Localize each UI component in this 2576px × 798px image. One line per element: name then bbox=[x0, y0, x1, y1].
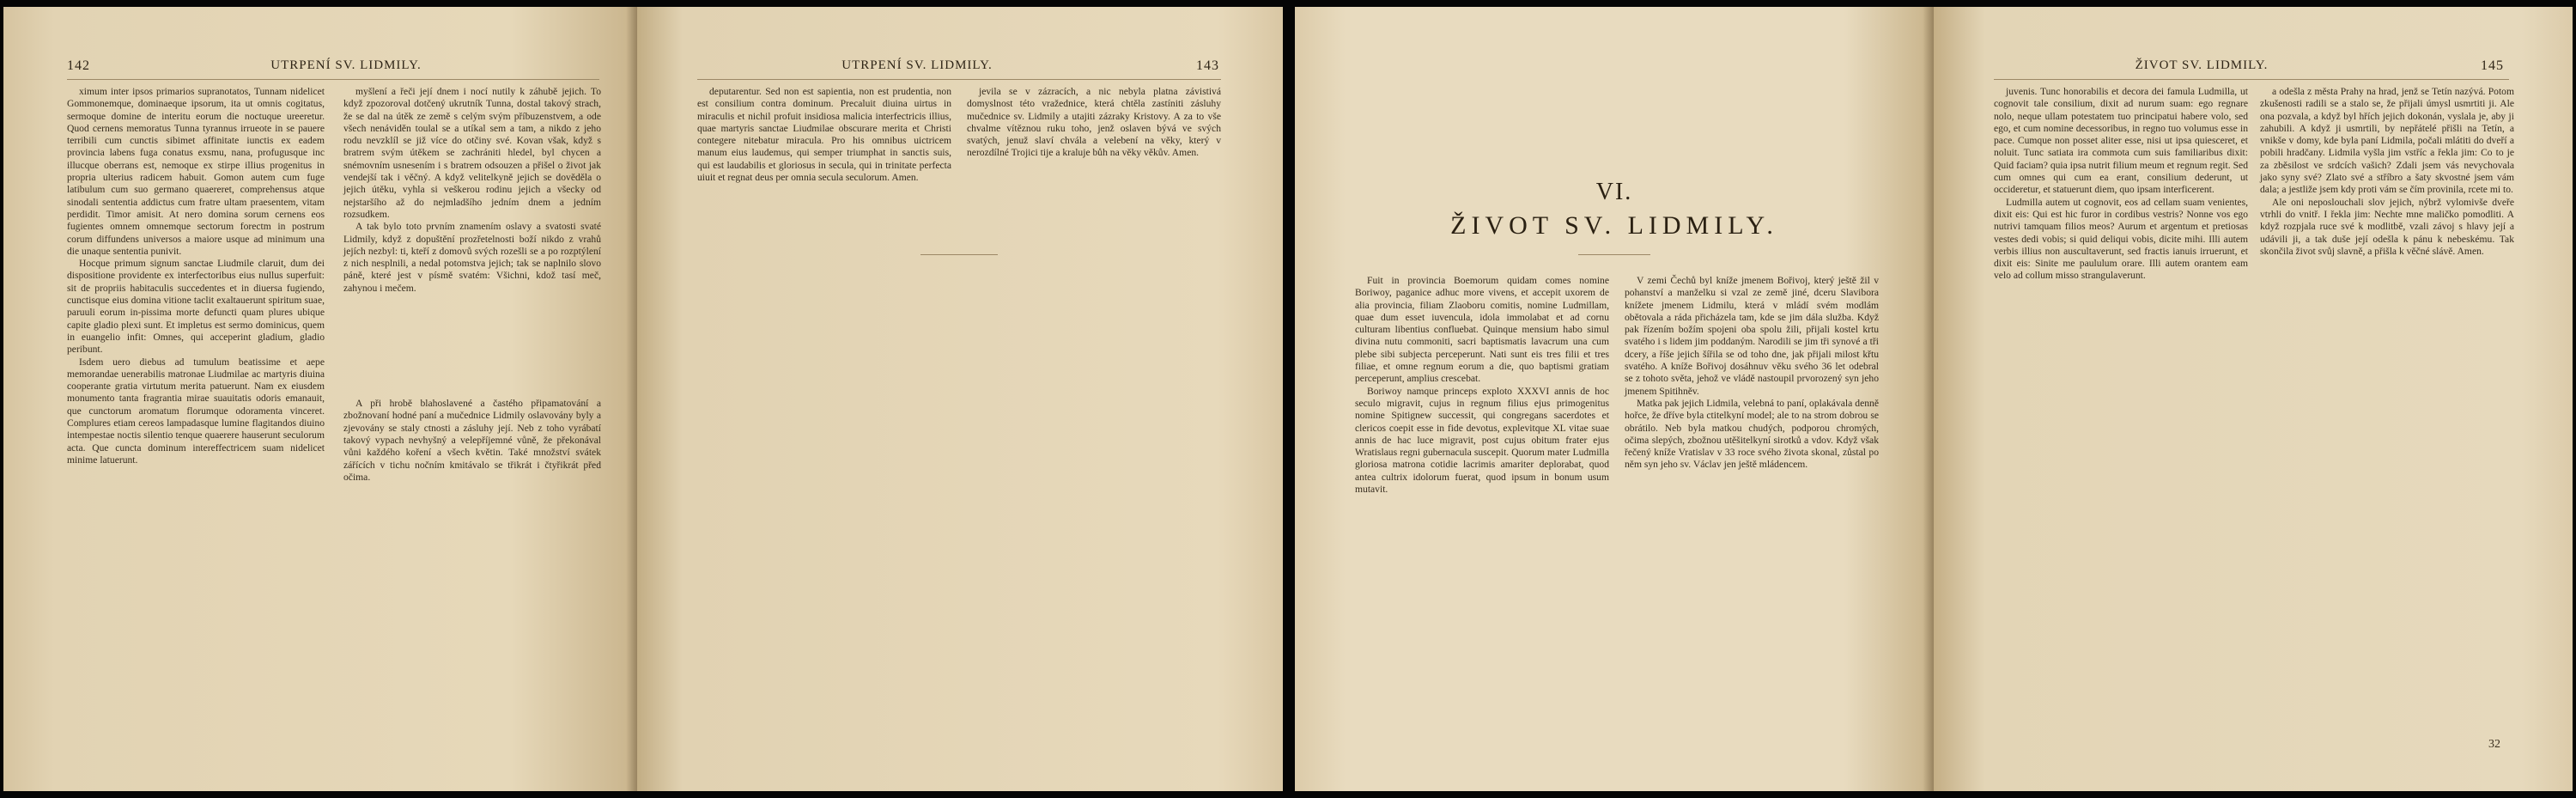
running-head-row bbox=[637, 58, 1283, 76]
paragraph: deputarentur. Sed non est sapientia, non est prudentia, non est consilium contra dominum. Precaluit diuina uirtus in miraculis et nichil profuit insidiosa malicia interfectricis illius, quae martyris sanctae Liudmilae obscurare merita et Christi contegere nitebatur miracula. Pro his omnibus uictricem manum eius laudemus, qui semper triumphat in sanctis suis, qui est laudabilis et gloriosus in secula, qui in trinitate perfecta uiuit et regnat deus per omnia secula seculorum. Amen. bbox=[697, 86, 951, 184]
paragraph: A tak bylo toto prvním znamením oslavy a svatosti svaté Lidmily, když z dopuštění prozřetelnosti boží nikdo z vrahů jejích nezbyl: ti, kteří z domovů svých rozešli se a po rozptýlení z nich nesplnili, a nedal potomstva jejich; tak se naplnilo slovo páně, které jest v písmě svatém: Všichni, kdož tasí meč, zahynou i mečem. bbox=[343, 221, 601, 294]
latin-column bbox=[697, 86, 951, 184]
header-rule bbox=[1994, 79, 2509, 80]
header-rule bbox=[67, 79, 599, 80]
paragraph: Boriwoy namque princeps exploto XXXVI annis de hoc seculo migravit, cujus in regnum filius ejus primogenitus nomine Spitignew successit, qui congregans sacerdotes et clericos coepit esse in fide devotus, explevitque XL vitae suae annis de hac luce migravit, post cujus obitum frater ejus Wratislaus regni gubernacula suscepit. Quorum mater Ludmilla gloriosa matrona cotidie lacrimis amariter deplorabat, quod antea cultrix idolorum fuerat, quod ipsum in bonum usum mutavit. bbox=[1355, 385, 1609, 496]
paragraph: a odešla z města Prahy na hrad, jenž se Tetín nazývá. Potom zkušenosti radili se a stalo se, že přijali úmysl usmrtiti ji. Ale ona pozvala, a když byl hřích jejich dokonán, vyslala je, aby ji zahubili. A když ji usmrtili, by nepřátelé přišli na Tetín, a vnikše v domy, kde byla paní Lidmila, počali mlátiti do dveří a pobili hradčany. Lidmila vyšla jim vstříc a řekla jim: Co to je za zběsilost ve srdcích vašich? Zdali jsem vás nevychovala jako syny své? Zlato své a stříbro a šaty skvostné jsem vám dala; a jestliže jsem kdy proti vám se čím provinila, rcete mi to. bbox=[2260, 86, 2514, 196]
paragraph: jevila se v zázracích, a nic nebyla platna závistivá domyslnost této vražednice, která chtěla zastíniti zásluhy mučednice sv. Lidmily a utajiti zázraky Kristovy. A za to vše chvalme vítěznou ruku toho, jenž oslaven bývá ve svých svatých, jenuž slaví chvála a velebení na věky, který v nerozdílné Trojici tije a kraluje bůh na věky věkův. Amen. bbox=[967, 86, 1221, 159]
paragraph: Isdem uero diebus ad tumulum beatissime et aepe memorandae uenerabilis matronae Liudmilae ac martyris diuina cooperante gratia virtutum merita patuerunt. Nam ex eiusdem monumento tanta fragrantia mirae suauitatis odoris emanauit, que cunctorum aromatum florumque odoramenta vinceret. Complures etiam cereos lampadasque lumine flagitandos diuino intempestae noctis silentio tenque quaerere hauserunt seculorum acta. Que cuncta dominum intereffectricem suam nidelicet minime latuerunt. bbox=[67, 356, 325, 466]
running-head: ŽIVOT SV. LIDMILY. bbox=[2135, 58, 2269, 72]
paragraph: myšlení a řeči její dnem i nocí nutily k záhubě jejich. To když zpozoroval dotčený ukrutník Tunna, dostal takový strach, že se dal na útěk ze země s celým svým příbuzenstvem, a ode všech nenáviděn toulal se a utíkal sem a tam, a nikdo z jeho rodu nevzklíl se již více do otčiny své. Kovan však, když s bratrem svým útěkem se zachrániti hledel, byl chycen a snémovním usnesením i s bratrem odsouzen a přišel o život jak vendejší tak i věčný. A když velitelkyně jejich se dověděla o jejich útěku, vyhla si veškerou rodinu jejich a všecky od nejstaršího až do nejmladšího jedním dnem a jedním rozsudkem. bbox=[343, 86, 601, 220]
paragraph: Ale oni neposlouchali slov jejich, nýbrž vylomivše dveře vtrhli do vnitř. I řekla jim: Nechte mne maličko pomodliti. A když rozpjala ruce své k modlitbě, vzali závoj s hlavy její a udávili ji, a tak duše její odešla k pánu k nebeskému. Tak skončila život svůj slavně, a přišla k věčné slávě. Amen. bbox=[2260, 196, 2514, 257]
signature-mark: 32 bbox=[2488, 738, 2500, 751]
paragraph: Ludmilla autem ut cognovit, eos ad cellam suam venientes, dixit eis: Qui est hic furor in cordibus vestris? Nonne vos ego nutrivi tamquam filios meos? Aurum et argentum et pretiosas vestes dedi vobis; si quid deliqui vobis, dicite mihi. Illi autem verbis illius non auscultaverunt, sed fractis ianuis irruerunt, et dixit eis: Sinite me paululum orare. Illi autem orantem eam velo ad collum misso strangulaverunt. bbox=[1994, 196, 2248, 282]
czech-column bbox=[967, 86, 1221, 160]
page-number: 145 bbox=[2481, 58, 2504, 73]
paragraph: Hocque primum signum sanctae Liudmile claruit, dum dei dispositione providente ex interfectoribus eius nullus superfuit: sit de propriis habitaculis succedentes et in diuersa fugiendo, cunctisque eius domina vitione taclit exaltauerunt spiritum suae, paruuli eorum in-pissima morte defuncti quam plures ubique capite gladio plexi sunt. Et impletus est sermo dominicus, quem in euangelio infit: Omnes, qui acceperint gladium, gladio peribunt. bbox=[67, 258, 325, 356]
czech-column bbox=[1625, 275, 1879, 472]
page-142 bbox=[3, 7, 637, 791]
end-rule bbox=[920, 254, 998, 255]
paragraph: V zemi Čechů byl kníže jmenem Bořivoj, který ještě žil v pohanství a manželku si vzal ze země jiné, dceru Slavibora knížete jmenem Lidmilu, která v mládí svém modlám obětovala a ráda přicházela tam, kde se jim dála služba. Když pak řízením božím spojeni oba spolu žili, přijali kostel krtu svatého i s lidem jim poddaným. Narodili se jim tři synové a tři dcery, a říše jejich šířila se od toho dne, jak přijali milost křtu svatého. A kníže Bořivoj dosáhnuv věku svého 36 let odebral se z tohoto světa, jehož ve vládě nastoupil prvorozený syn jeho jmenem Spitihněv. bbox=[1625, 275, 1879, 397]
paragraph: Fuit in provincia Boemorum quidam comes nomine Boriwoy, paganice adhuc more vivens, et accepit uxorem de alia provincia, filiam Zlaoboru comitis, nomine Ludmillam, quae dum esset iuvencula, idola immolabat et ad cornu culturam libentius confluebat. Quinque mensium habo simul divina nutu commoniti, sacri baptismatis lavacrum una cum plebe sibi subjecta perceperunt. Nati sunt eis tres filii et tres filiae, et omne regnum eorum a die, quo baptismi gratiam perceperunt, amplius crescebat. bbox=[1355, 275, 1609, 385]
running-head: UTRPENÍ SV. LIDMILY. bbox=[841, 58, 993, 72]
page-145 bbox=[1934, 7, 2573, 791]
czech-column bbox=[343, 86, 601, 484]
running-head: UTRPENÍ SV. LIDMILY. bbox=[270, 58, 422, 72]
paragraph: A při hrobě blahoslavené a častého připamatování a zbožnovaní hodné paní a mučednice Lidmily oslavovány byly a zjevovány se staly ctnosti a zásluhy její. Neb z toho vyrábatí takový vypach nevhyšný a velepříjemné vůně, že překonával vůni každého koření a všech květin. Také množství svátek zářících v tichu nočním kmitávalo se třikrát i čtyřikrát před očima. bbox=[343, 398, 601, 483]
paragraph: ximum inter ipsos primarios supranotatos, Tunnam nidelicet Gommonemque, dominaeque ipsorum, ita ut omnis cogitatus, sermoque domine de interitu eorum die noctuque ureeretur. Quod cernens memoratus Tunna tyrannus irrueote in se pauere terribili cum cunctis sibimet affinitate iunctis ex eadem provincia labens fuga conatus exsmu, nana, profugusque inc illucque oberrans est, nemoque ex stirpe illius progenitus in propria ulterius radicem habuit. Gomon autem cum fuge latibulum cum suo germano quaereret, comprehensus atque sinodali sententia addictus cum fratre ultam praesentem, vitam perdidit. Timor amisit. At nero domina sorum cernens eos fugientes omnem omnemque sectorum forectm in postrum corum diffundens universos a maiore usque ad minimum una die unaque sententia punivit. bbox=[67, 86, 325, 257]
page-143 bbox=[637, 7, 1283, 791]
chapter-title: ŽIVOT SV. LIDMILY. bbox=[1450, 211, 1778, 240]
title-rule bbox=[1578, 254, 1650, 255]
paragraph: Matka pak jejich Lidmila, velebná to paní, oplakávala denně hořce, že dříve byla ctitelkyní model; ale to na strom dobrou se obrátilo. Neb byla matkou chudých, podporou chromých, očima slepých, zbožnou utěšitelkyní sirotků a vdov. Když však řečený kníže Vratislav v 33 roce svého života skonal, zůstal po něm syn jeho sv. Václav jen ještě mládencem. bbox=[1625, 397, 1879, 471]
page-number: 142 bbox=[67, 58, 90, 73]
paragraph: juvenis. Tunc honorabilis et decora dei famula Ludmilla, ut cognovit tale consilium, dixit ad nurum suam: ego regnare nolo, neque ullam potestatem tuo principatui habere volo, sed ego, et cum nomine decessoribus, in regno tuo volumus esse in pace. Cumque non posset aliter esse, nisi ut ipsa quiesceret, et noluit. Tunc satiata ira commota cum suis familiaribus dixit: Quid faciam? quia ipsa nutrit filium meum et regnum regit. Sed cum omnes qui cum ea erant, consilium dederunt, ut occideretur, et statuerunt diem, quo ipsam interficerent. bbox=[1994, 86, 2248, 196]
latin-column bbox=[67, 86, 325, 466]
latin-column bbox=[1355, 275, 1609, 496]
header-rule bbox=[697, 79, 1221, 80]
latin-column bbox=[1994, 86, 2248, 283]
running-head-row bbox=[1934, 58, 2573, 76]
czech-column bbox=[2260, 86, 2514, 258]
book-spread-right bbox=[1295, 0, 2576, 798]
chapter-number: VI. bbox=[1595, 179, 1633, 205]
page-number: 143 bbox=[1196, 58, 1219, 73]
page-144 bbox=[1295, 7, 1934, 791]
running-head-row bbox=[3, 58, 637, 76]
